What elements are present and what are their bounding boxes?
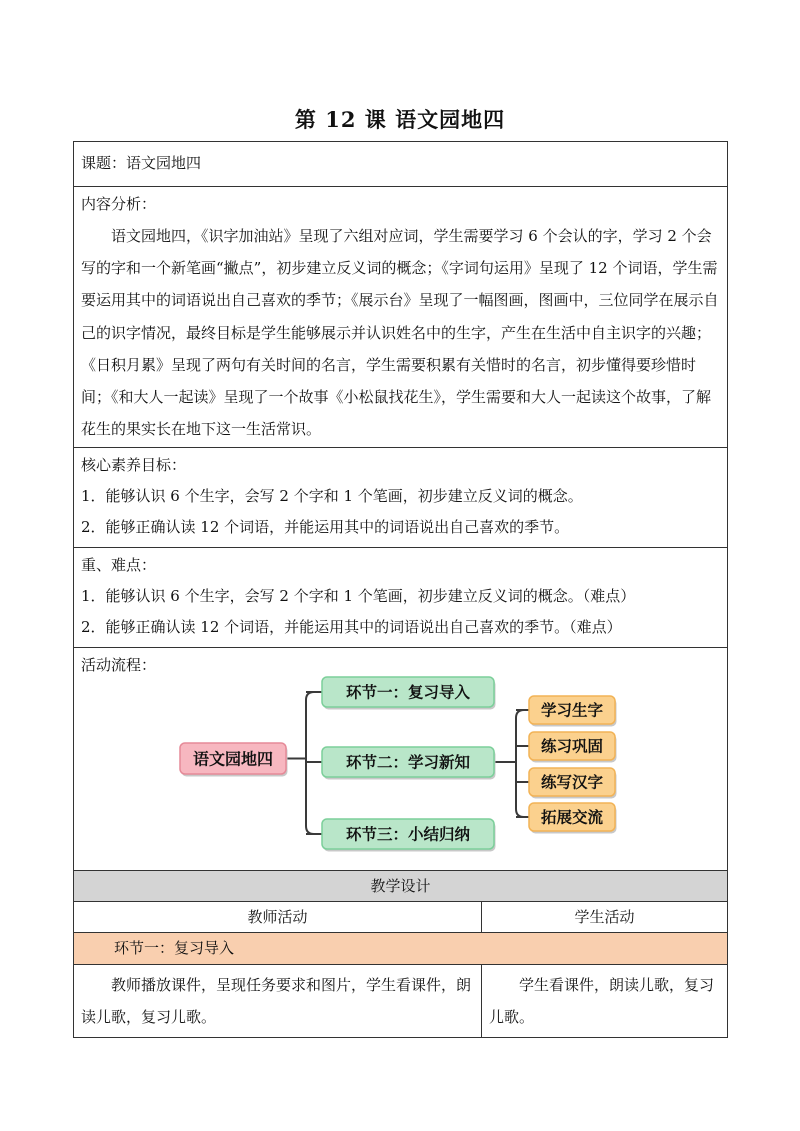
stage-node-2 (322, 747, 496, 780)
student-activity-header: 学生活动 (482, 902, 728, 933)
content-analysis-row (74, 187, 728, 448)
key-points-row (74, 548, 728, 648)
substep-node-2-label: 练习巩固 (540, 738, 604, 757)
lesson-plan-table (73, 141, 728, 1038)
page-title: 第 12 课 语文园地四 (294, 107, 506, 132)
phase-one-row (74, 933, 728, 965)
activity-flow-diagram (74, 648, 726, 868)
key-points-label: 重、难点： (81, 556, 157, 575)
student-activity-text: 学生看课件，朗读儿歌，复习儿歌。 (489, 976, 715, 1027)
root-node-label: 语文园地四 (192, 749, 274, 769)
core-goals-label: 核心素养目标： (81, 456, 187, 475)
substep-node-4 (529, 803, 617, 834)
topic-cell: 课题：语文园地四 (74, 142, 728, 187)
core-goals-row (74, 448, 728, 548)
substep-node-2 (529, 732, 617, 763)
teacher-activity-text: 教师播放课件，呈现任务要求和图片，学生看课件，朗读儿歌，复习儿歌。 (81, 976, 472, 1027)
stage-node-1 (322, 677, 496, 710)
key-point-item: 1．能够认识 6 个生字，会写 2 个字和 1 个笔画，初步建立反义词的概念。（难点） (81, 587, 636, 606)
substep-node-3 (529, 768, 617, 799)
content-analysis-label: 内容分析： (81, 195, 157, 213)
substep-node-1-label: 学习生字 (540, 702, 604, 721)
teaching-design-heading: 教学设计 (74, 871, 728, 902)
stage-node-3-label: 环节三：小结归纳 (345, 826, 471, 845)
substep-node-3-label: 练写汉字 (540, 774, 604, 793)
goal-item: 1．能够认识 6 个生字，会写 2 个字和 1 个笔画，初步建立反义词的概念。 (81, 487, 583, 506)
activity-flow-label: 活动流程： (81, 656, 157, 675)
stage-node-3 (322, 819, 496, 852)
root-node (180, 743, 288, 777)
teacher-activity-header: 教师活动 (74, 902, 482, 933)
activity-flow-row (74, 648, 728, 871)
phase-one-activity-row (74, 965, 728, 1038)
teaching-design-header-row (74, 871, 728, 902)
substep-node-1 (529, 696, 617, 727)
topic-row (74, 142, 728, 187)
stage-node-1-label: 环节一：复习导入 (345, 684, 471, 703)
goal-item: 2．能够正确认读 12 个词语，并能运用其中的词语说出自己喜欢的季节。 (81, 518, 570, 537)
phase-one-title: 环节一：复习导入 (74, 933, 728, 965)
content-analysis-text: 语文园地四，《识字加油站》呈现了六组对应词，学生需要学习 6 个会认的字，学习 2 个会写的字和一个新笔画“撇点”，初步建立反义词的概念；《字词句运用》呈现了 12 个词语，学生需要运用其中的词语说出自己喜欢的季节；《展示台》呈现了一幅图画，图画中，三位同学在展示自己的识字情况，最终目标是学生能够展示并认识姓名中的生字，产生在生活中自主识字的兴趣；《日积月累》呈现了两句有关时间的名言，学生需要积累有关惜时的名言，初步懂得要珍惜时间；《和大人一起读》呈现了一个故事《小松鼠找花生》，学生需要和大人一起读这个故事，了解花生的果实长在地下这一生活常识。 (81, 227, 719, 439)
stage-node-2-label: 环节二：学习新知 (345, 754, 471, 773)
key-point-item: 2．能够正确认读 12 个词语，并能运用其中的词语说出自己喜欢的季节。（难点） (81, 618, 622, 637)
activity-column-header-row (74, 902, 728, 933)
substep-node-4-label: 拓展交流 (540, 809, 604, 828)
substep-bracket (516, 710, 524, 817)
